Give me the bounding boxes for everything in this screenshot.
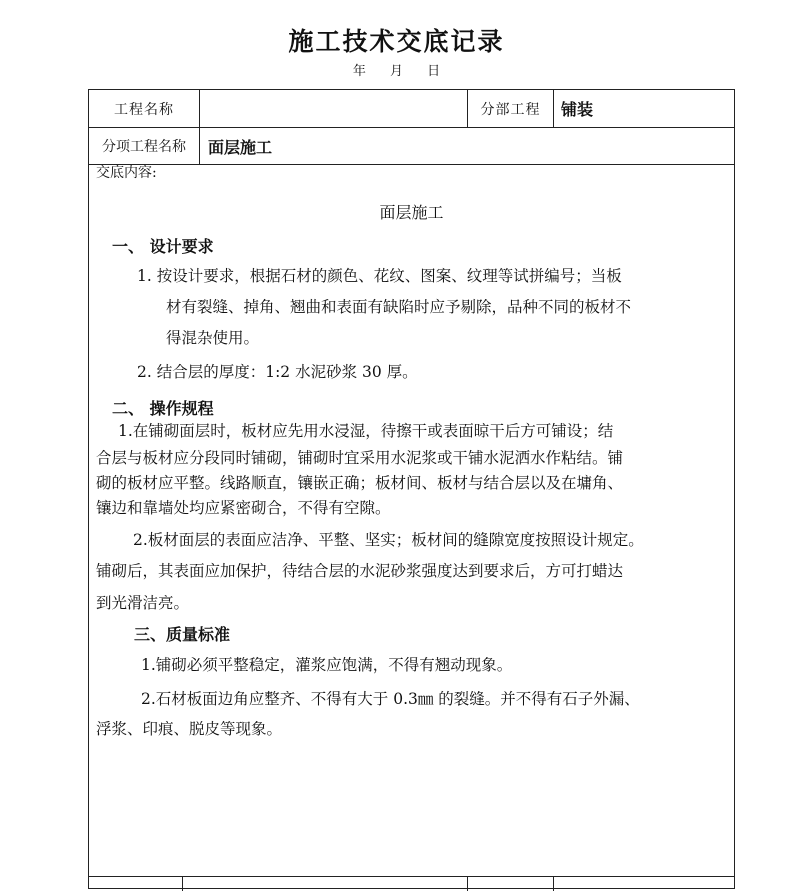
record-table [88,89,735,889]
signature-divider-3 [553,877,554,891]
date-month-label: 月 [389,64,403,79]
section-2-line-1: 1.在铺砌面层时，板材应先用水浸湿，待擦干或表面晾干后方可铺设；结 [118,422,614,440]
signature-divider-1 [182,877,183,891]
document-date [0,60,793,79]
date-day-label: 日 [427,64,441,79]
section-3-line-3: 浮浆、印痕、脱皮等现象。 [96,720,283,738]
date-year-label: 年 [352,64,366,79]
division-value: 铺装 [553,90,734,127]
content-label: 交底内容: [96,165,157,181]
section-1-line-4: 2. 结合层的厚度：1:2 水泥砂浆 30 厚。 [137,363,418,381]
table-row-subitem [89,128,734,165]
signature-divider-2 [467,877,468,891]
section-1-line-1: 1. 按设计要求，根据石材的颜色、花纹、图案、纹理等试拼编号；当板 [137,267,622,285]
project-name-value [199,90,467,127]
section-3-line-1: 1.铺砌必须平整稳定，灌浆应饱满，不得有翘动现象。 [141,656,513,674]
section-2-line-6: 铺砌后，其表面应加保护，待结合层的水泥砂浆强度达到要求后，方可打蜡达 [96,562,624,580]
section-1-title: 一、 设计要求 [112,237,214,256]
section-2-line-2: 合层与板材应分段同时铺砌，铺砌时宜采用水泥浆或干铺水泥洒水作粘结。铺 [96,449,624,467]
document-title: 施工技术交底记录 [288,27,505,56]
section-2-title: 二、 操作规程 [112,399,214,418]
section-3-title: 三、质量标准 [134,625,231,644]
division-label: 分部工程 [467,90,553,127]
subitem-value: 面层施工 [199,128,734,164]
table-row-signature [89,876,734,891]
section-1-line-2: 材有裂缝、掉角、翘曲和表面有缺陷时应予剔除，品种不同的板材不 [166,298,632,316]
section-3-line-2: 2.石材板面边角应整齐、不得有大于 0.3㎜ 的裂缝。并不得有石子外漏、 [141,690,640,708]
section-2-line-4: 镶边和靠墙处均应紧密砌合，不得有空隙。 [96,499,391,517]
section-2-line-7: 到光滑洁亮。 [96,594,190,612]
subitem-label: 分项工程名称 [102,139,186,155]
section-1-line-3: 得混杂使用。 [166,329,260,347]
project-name-label: 工程名称 [114,101,174,118]
section-2-line-3: 砌的板材应平整。线路顺直，镶嵌正确；板材间、板材与结合层以及在墉角、 [96,474,624,492]
briefing-content [89,164,734,890]
table-row-project [89,90,734,128]
section-2-line-5: 2.板材面层的表面应洁净、平整、坚实；板材间的缝隙宽度按照设计规定。 [133,531,644,549]
content-heading: 面层施工 [379,203,444,222]
